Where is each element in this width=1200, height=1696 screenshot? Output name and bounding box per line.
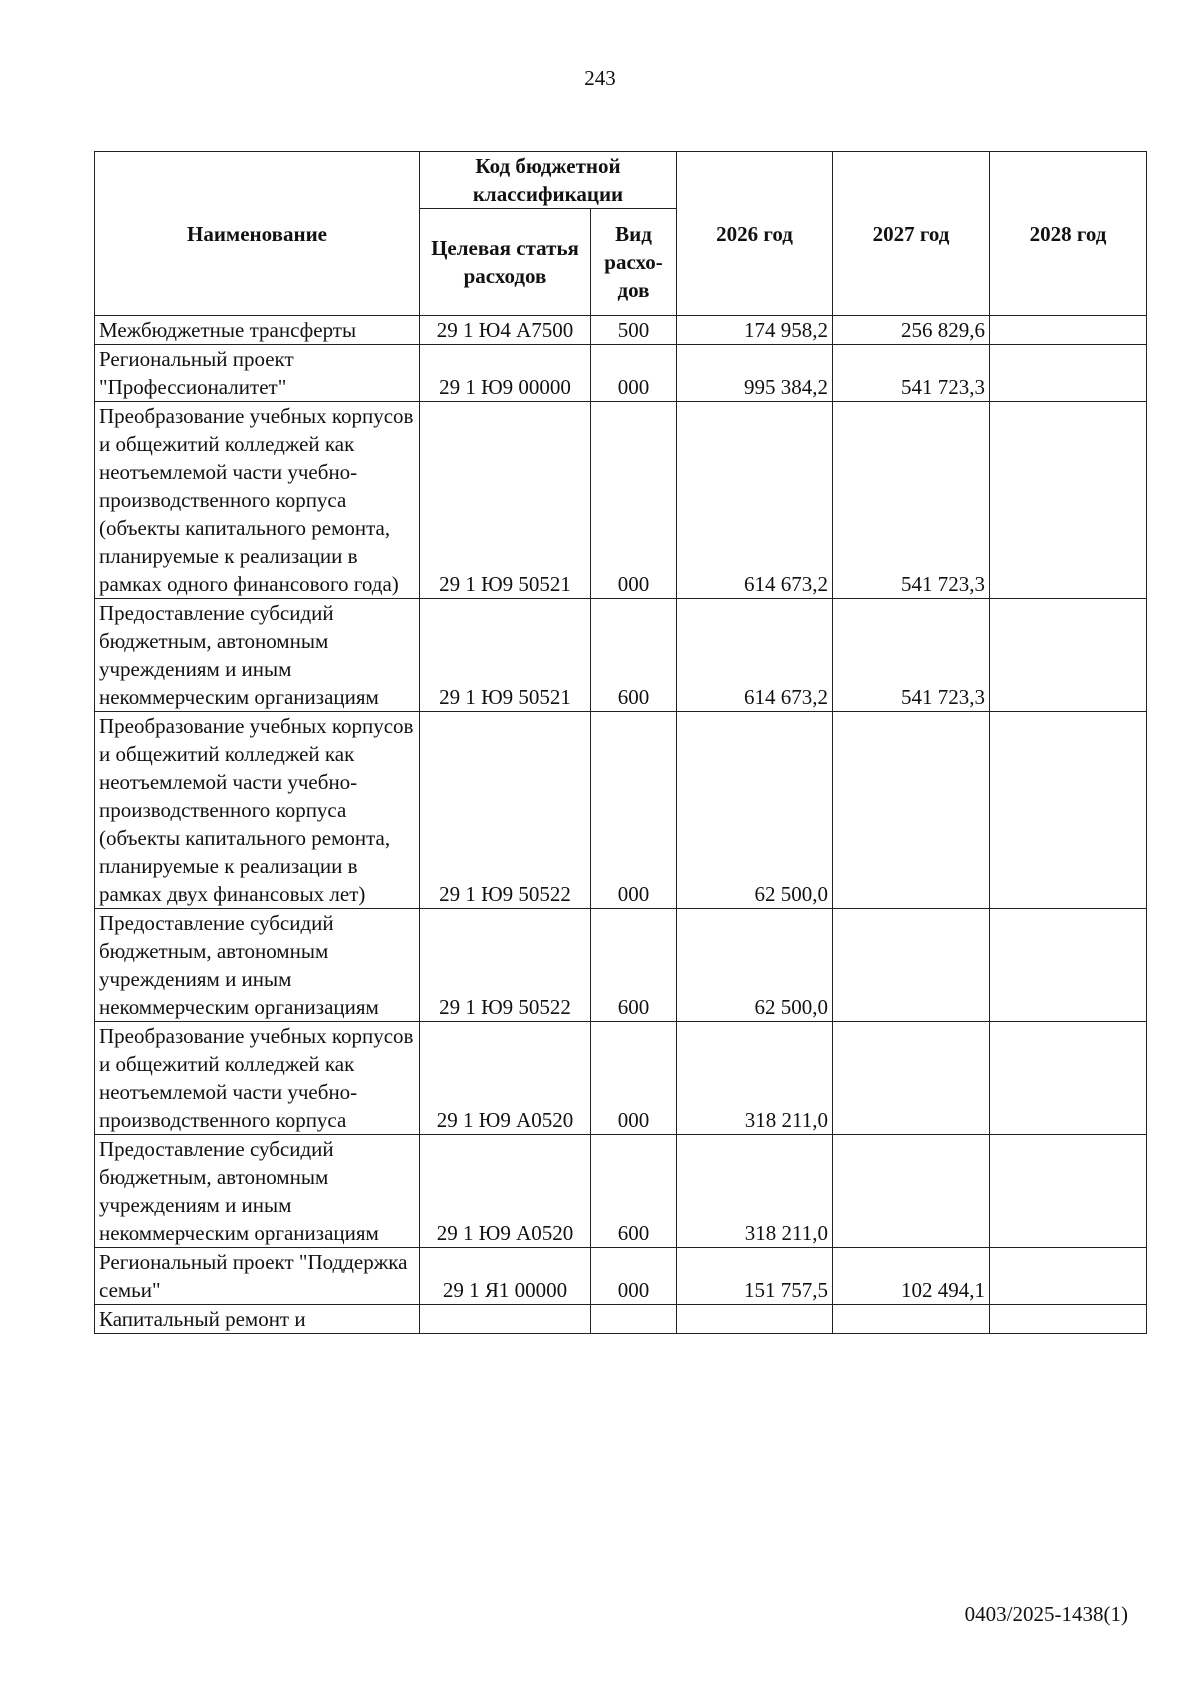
- row-2026-cell: 614 673,2: [677, 402, 833, 599]
- row-kind-cell: 000: [591, 402, 677, 599]
- row-2028-cell: [990, 1248, 1147, 1305]
- row-code-cell: 29 1 Ю4 А7500: [420, 316, 591, 345]
- table-row: [95, 712, 1147, 909]
- row-kind-cell: 000: [591, 1022, 677, 1135]
- row-name-cell: Региональный проект "Поддержка семьи": [95, 1248, 420, 1305]
- row-2027-cell: [833, 1135, 990, 1248]
- row-kind-cell: 600: [591, 599, 677, 712]
- row-code-cell: 29 1 Ю9 50521: [420, 402, 591, 599]
- row-code-cell: 29 1 Ю9 50521: [420, 599, 591, 712]
- row-2028-cell: [990, 1135, 1147, 1248]
- row-2028-cell: [990, 712, 1147, 909]
- row-code-cell: 29 1 Ю9 50522: [420, 712, 591, 909]
- row-code-cell: [420, 1305, 591, 1334]
- row-2028-cell: [990, 599, 1147, 712]
- row-2028-cell: [990, 316, 1147, 345]
- row-2026-cell: 62 500,0: [677, 909, 833, 1022]
- row-2027-cell: [833, 1022, 990, 1135]
- row-kind-cell: 000: [591, 1248, 677, 1305]
- row-2027-cell: 541 723,3: [833, 402, 990, 599]
- row-name-cell: Предоставление субсидий бюджетным, автономным учреждениям и иным некоммерческим организациям: [95, 599, 420, 712]
- table-row: [95, 1305, 1147, 1334]
- row-code-cell: 29 1 Ю9 50522: [420, 909, 591, 1022]
- table-body: [95, 316, 1147, 1334]
- row-2026-cell: [677, 1305, 833, 1334]
- table-row: [95, 1248, 1147, 1305]
- row-2027-cell: 541 723,3: [833, 599, 990, 712]
- row-code-cell: 29 1 Ю9 00000: [420, 345, 591, 402]
- header-target-article: Целевая статья расходов: [420, 209, 591, 316]
- row-2028-cell: [990, 345, 1147, 402]
- header-2026: 2026 год: [677, 152, 833, 316]
- row-code-cell: 29 1 Ю9 А0520: [420, 1135, 591, 1248]
- table-row: [95, 599, 1147, 712]
- row-2027-cell: [833, 909, 990, 1022]
- row-2027-cell: 541 723,3: [833, 345, 990, 402]
- row-kind-cell: 600: [591, 1135, 677, 1248]
- row-2027-cell: 102 494,1: [833, 1248, 990, 1305]
- header-expense-type: Вид расхо-дов: [591, 209, 677, 316]
- budget-table: [94, 151, 1147, 1334]
- row-2026-cell: 62 500,0: [677, 712, 833, 909]
- row-2028-cell: [990, 909, 1147, 1022]
- row-name-cell: Капитальный ремонт и: [95, 1305, 420, 1334]
- row-2026-cell: 995 384,2: [677, 345, 833, 402]
- row-name-cell: Предоставление субсидий бюджетным, автономным учреждениям и иным некоммерческим организациям: [95, 909, 420, 1022]
- row-name-cell: Региональный проект "Профессионалитет": [95, 345, 420, 402]
- row-2028-cell: [990, 1305, 1147, 1334]
- document-number: 0403/2025-1438(1): [964, 1602, 1128, 1626]
- header-name: Наименование: [95, 152, 420, 316]
- table-row: [95, 909, 1147, 1022]
- row-2027-cell: [833, 712, 990, 909]
- row-kind-cell: [591, 1305, 677, 1334]
- table-row: [95, 316, 1147, 345]
- row-2027-cell: [833, 1305, 990, 1334]
- row-2026-cell: 174 958,2: [677, 316, 833, 345]
- row-kind-cell: 000: [591, 712, 677, 909]
- table-header: [95, 152, 1147, 316]
- row-code-cell: 29 1 Ю9 А0520: [420, 1022, 591, 1135]
- row-name-cell: Межбюджетные трансферты: [95, 316, 420, 345]
- row-2026-cell: 318 211,0: [677, 1135, 833, 1248]
- table-row: [95, 1135, 1147, 1248]
- row-2027-cell: 256 829,6: [833, 316, 990, 345]
- header-2028: 2028 год: [990, 152, 1147, 316]
- row-name-cell: Преобразование учебных корпусов и общежитий колледжей как неотъемлемой части учебно-производственного корпуса (объекты капитального ремонта, планируемые к реализации в рамках двух финансовых лет): [95, 712, 420, 909]
- row-name-cell: Преобразование учебных корпусов и общежитий колледжей как неотъемлемой части учебно-производственного корпуса (объекты капитального ремонта, планируемые к реализации в рамках одного финансового года): [95, 402, 420, 599]
- header-code-group: Код бюджетной классификации: [420, 152, 677, 209]
- table-row: [95, 1022, 1147, 1135]
- row-kind-cell: 500: [591, 316, 677, 345]
- row-kind-cell: 000: [591, 345, 677, 402]
- header-2027: 2027 год: [833, 152, 990, 316]
- row-2026-cell: 318 211,0: [677, 1022, 833, 1135]
- row-kind-cell: 600: [591, 909, 677, 1022]
- row-2026-cell: 614 673,2: [677, 599, 833, 712]
- table-row: [95, 402, 1147, 599]
- table-row: [95, 345, 1147, 402]
- row-2028-cell: [990, 402, 1147, 599]
- row-name-cell: Предоставление субсидий бюджетным, автономным учреждениям и иным некоммерческим организациям: [95, 1135, 420, 1248]
- row-code-cell: 29 1 Я1 00000: [420, 1248, 591, 1305]
- row-2026-cell: 151 757,5: [677, 1248, 833, 1305]
- page-number: 243: [584, 66, 616, 90]
- row-2028-cell: [990, 1022, 1147, 1135]
- row-name-cell: Преобразование учебных корпусов и общежитий колледжей как неотъемлемой части учебно-производственного корпуса: [95, 1022, 420, 1135]
